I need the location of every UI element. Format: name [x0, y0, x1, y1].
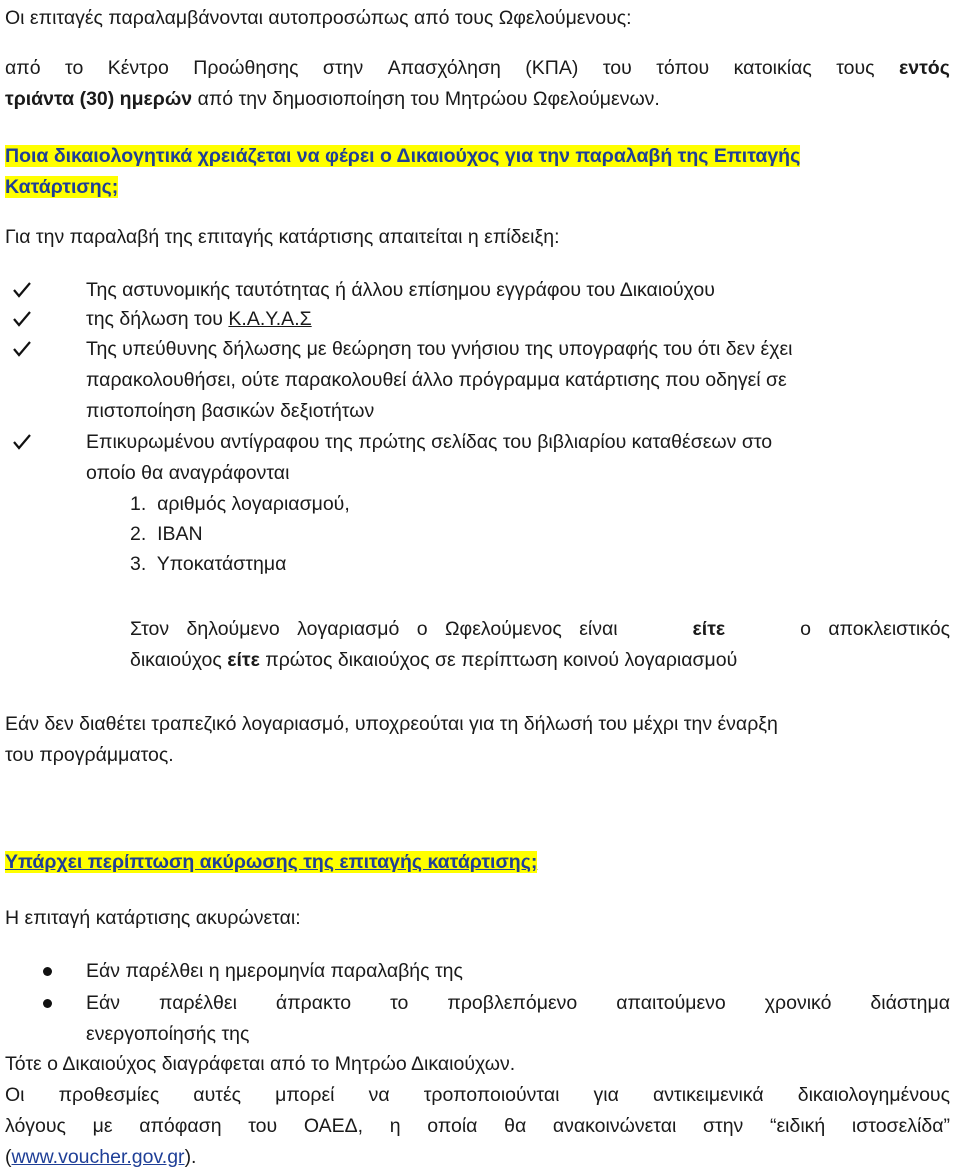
word: Απασχόληση — [387, 57, 501, 79]
highlighted-heading-text: Κατάρτισης; — [5, 176, 119, 198]
text: ο αποκλειστικός — [800, 618, 950, 640]
word: στην — [322, 57, 364, 79]
word: Προώθησης — [193, 57, 299, 79]
bold-word: εντός — [898, 57, 950, 79]
bold-word: είτε — [692, 618, 726, 640]
documents-heading-line2 — [5, 174, 118, 200]
account-note-line2 — [130, 647, 737, 673]
removal-paragraph: Τότε ο Δικαιούχος διαγράφεται από το Μητρώο Δικαιούχων. — [5, 1053, 516, 1075]
word: από — [5, 57, 41, 79]
checklist-item-declaration-line3: πιστοποίηση βασικών δεξιοτήτων — [86, 400, 375, 422]
voucher-website-link[interactable]: www.voucher.gov.gr — [11, 1146, 185, 1168]
checkmark-icon — [12, 429, 36, 455]
word: Κέντρο — [107, 57, 169, 79]
cancellation-intro: Η επιταγή κατάρτισης ακυρώνεται: — [5, 907, 301, 929]
intro-paragraph: Οι επιταγές παραλαμβάνονται αυτοπροσώπως από τους Ωφελούμενους: — [5, 7, 632, 29]
checkmark-icon — [12, 277, 36, 303]
bold-word: είτε — [227, 649, 260, 671]
kayas-underlined: Κ.Α.Υ.Α.Σ — [228, 308, 312, 330]
checkmark-icon — [12, 306, 36, 332]
checklist-item-declaration-line1: Της υπεύθυνης δήλωσης με θεώρηση του γνήσιου της υπογραφής του ότι δεν έχει — [86, 338, 793, 360]
checklist-item-id: Της αστυνομικής ταυτότητας ή άλλου επίσημου εγγράφου του Δικαιούχου — [86, 279, 715, 301]
text: αριθμός λογαριασμού, — [157, 493, 350, 515]
checkmark-icon — [12, 336, 36, 362]
cancellation-heading — [5, 849, 537, 875]
account-note-line1 — [130, 616, 950, 642]
word: του — [602, 57, 632, 79]
text: Υποκατάστημα — [156, 553, 287, 575]
numbered-item — [130, 521, 203, 547]
collection-paragraph-line2 — [5, 86, 660, 112]
text: IBAN — [157, 523, 203, 545]
checklist-item-declaration-line2: παρακολουθήσει, ούτε παρακολουθεί άλλο πρόγραμμα κατάρτισης που οδηγεί σε — [86, 369, 787, 391]
text: της δήλωση του — [86, 308, 229, 330]
collection-paragraph-line1 — [5, 55, 950, 81]
word: το — [65, 57, 84, 79]
text: ). — [184, 1146, 197, 1168]
bold-text: τριάντα (30) ημερών — [5, 88, 193, 110]
deadlines-paragraph-line3 — [5, 1144, 196, 1170]
numbered-item — [130, 551, 286, 577]
word: τους — [836, 57, 875, 79]
bullet-dot-icon — [43, 999, 52, 1008]
bullet-item-expiry-line1: Εάν παρέλθει άπρακτο το προβλεπόμενο απαιτούμενο χρονικό διάστημα — [86, 992, 950, 1014]
text: Στον δηλούμενο λογαριασμό ο Ωφελούμενος είναι — [130, 618, 618, 640]
number: 3. — [130, 553, 147, 575]
checklist-item-passbook-line2: οποίο θα αναγράφονται — [86, 462, 290, 484]
text: δικαιούχος — [130, 649, 228, 671]
bullet-item-expiry-line2: ενεργοποίησής της — [86, 1023, 250, 1045]
no-account-paragraph-line2: του προγράμματος. — [5, 744, 174, 766]
text: ( — [5, 1146, 12, 1168]
checklist-item-kayas — [86, 306, 312, 332]
checklist-item-passbook-line1: Επικυρωμένου αντίγραφου της πρώτης σελίδας του βιβλιαρίου καταθέσεων στο — [86, 431, 773, 453]
no-account-paragraph-line1: Εάν δεν διαθέτει τραπεζικό λογαριασμό, υποχρεούται για τη δήλωσή του μέχρι την έναρξη — [5, 713, 778, 735]
highlighted-heading-text: Ποια δικαιολογητικά χρειάζεται να φέρει ο Δικαιούχος για την παραλαβή της Επιταγής — [5, 145, 801, 167]
bullet-dot-icon — [43, 967, 52, 976]
bullet-item-date: Εάν παρέλθει η ημερομηνία παραλαβής της — [86, 960, 463, 982]
word: τόπου — [656, 57, 710, 79]
numbered-item — [130, 491, 350, 517]
highlighted-heading-text: Υπάρχει περίπτωση ακύρωσης της επιταγής κατάρτισης; — [5, 851, 538, 873]
number: 1. — [130, 493, 147, 515]
deadlines-paragraph-line1: Οι προθεσμίες αυτές μπορεί να τροποποιούνται για αντικειμενικά δικαιολογημένους — [5, 1084, 950, 1106]
requirements-intro: Για την παραλαβή της επιταγής κατάρτισης απαιτείται η επίδειξη: — [5, 226, 560, 248]
word: (ΚΠΑ) — [525, 57, 579, 79]
documents-heading-line1 — [5, 143, 800, 169]
text: πρώτος δικαιούχος σε περίπτωση κοινού λογαριασμού — [259, 649, 738, 671]
deadlines-paragraph-line2: λόγους με απόφαση του ΟΑΕΔ, η οποία θα ανακοινώνεται στην “ειδική ιστοσελίδα” — [5, 1115, 950, 1137]
text: από την δημοσιοποίηση του Μητρώου Ωφελούμενων. — [192, 88, 660, 110]
number: 2. — [130, 523, 147, 545]
word: κατοικίας — [733, 57, 812, 79]
